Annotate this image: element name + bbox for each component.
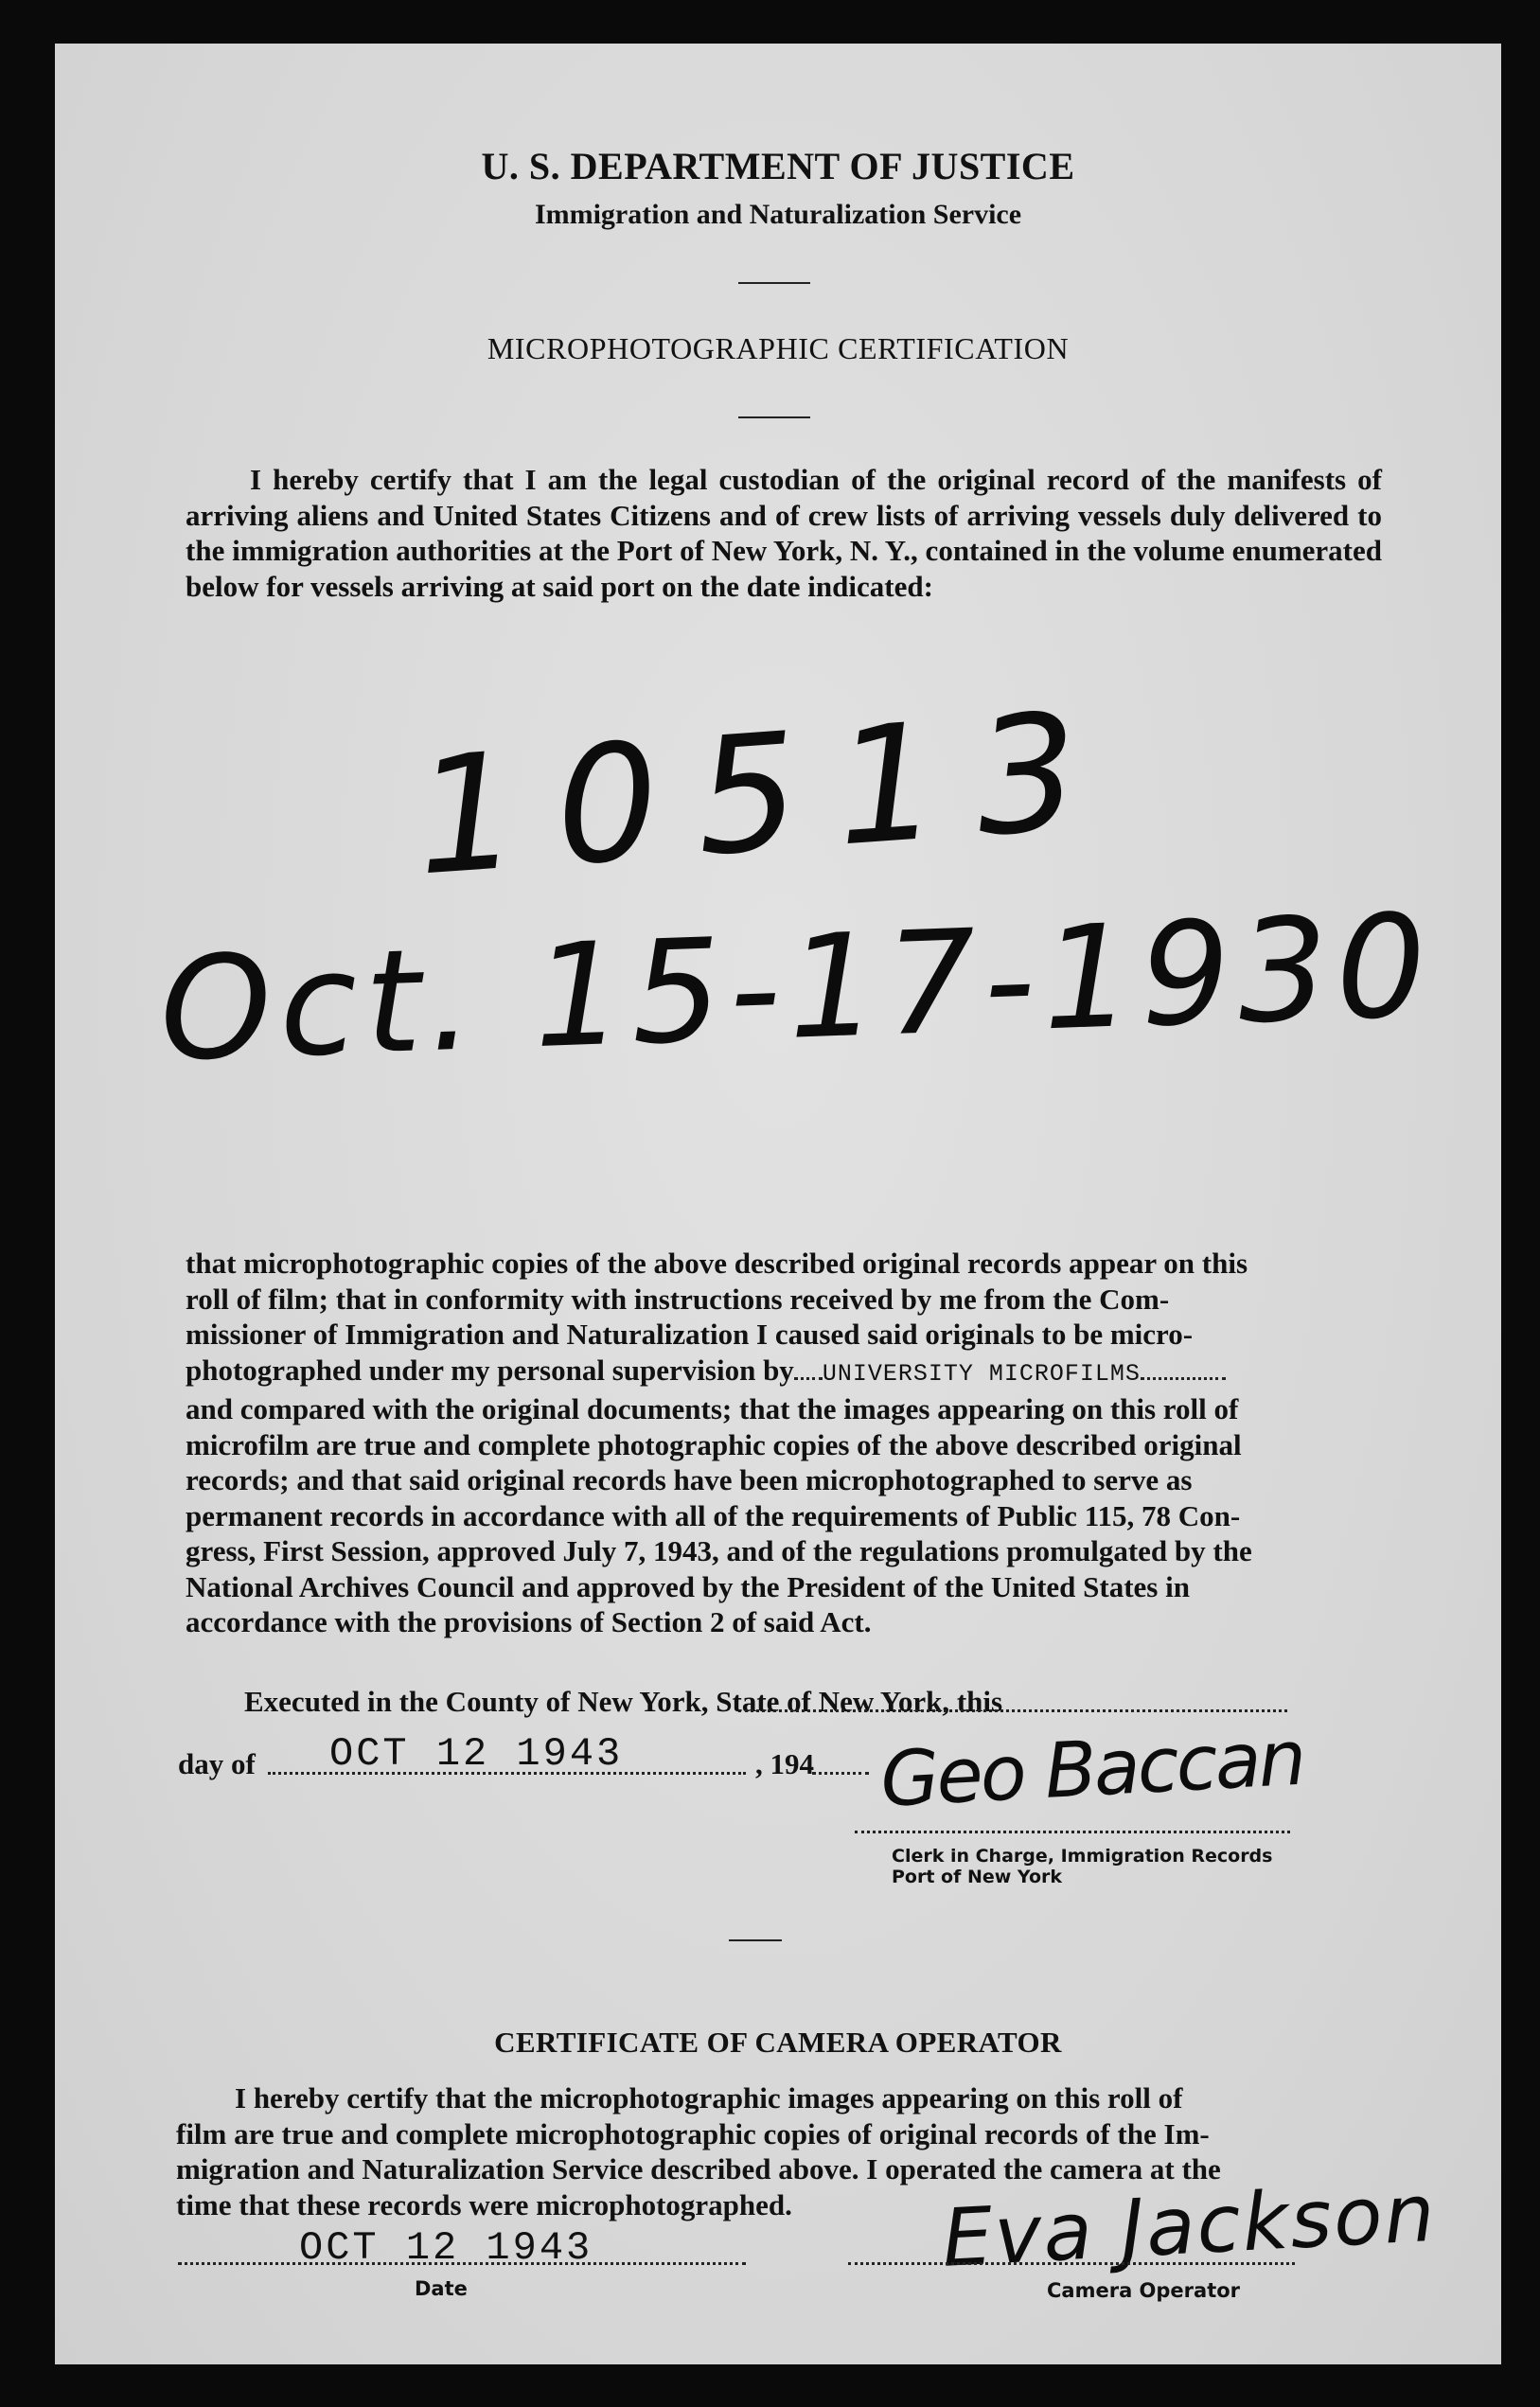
clerk-title <box>892 1846 1272 1887</box>
certificate-document <box>55 44 1501 2364</box>
dotted-leader <box>794 1377 823 1380</box>
operator-signature: Eva Jackson <box>940 2166 1439 2285</box>
paragraph-line: and compared with the original documents; that the images appearing on this roll of <box>186 1392 1239 1425</box>
executed-statement: Executed in the County of New York, State of New York, this <box>244 1685 1003 1718</box>
clerk-title-line: Port of New York <box>892 1867 1063 1887</box>
typed-firm-name: UNIVERSITY MICROFILMS <box>822 1359 1141 1388</box>
conformity-paragraph <box>186 1246 1382 1640</box>
divider <box>729 1939 782 1941</box>
paragraph-line: accordance with the provisions of Section 2 of said Act. <box>186 1605 872 1638</box>
dotted-leader <box>738 1709 1287 1712</box>
paragraph-line: migration and Naturalization Service described above. I operated the camera at the <box>176 2152 1221 2186</box>
department-title: U. S. DEPARTMENT OF JUSTICE <box>481 145 1075 187</box>
paragraph-line: missioner of Immigration and Naturalization I caused said originals to be micro- <box>186 1318 1194 1351</box>
paragraph-line: that microphotographic copies of the above described original records appear on this <box>186 1247 1248 1280</box>
custodian-paragraph: I hereby certify that I am the legal custodian of the original record of the manifests of arriving aliens and United States Citizens and of crew lists of arriving vessels duly delivered to the immigration authorities at the Port of New York, N. Y., contained in the volume enumerated below for vessels arriving at said port on the date indicated: <box>186 463 1382 603</box>
camera-certificate-title: CERTIFICATE OF CAMERA OPERATOR <box>494 2026 1062 2059</box>
clerk-title-line: Clerk in Charge, Immigration Records <box>892 1846 1273 1867</box>
paragraph-line: microfilm are true and complete photographic copies of the above described original <box>186 1427 1242 1461</box>
paragraph-line: gress, First Session, approved July 7, 1943, and of the regulations promulgated by the <box>186 1534 1252 1567</box>
signature-line <box>848 2262 1295 2265</box>
paragraph-line: National Archives Council and approved by the President of the United States in <box>186 1569 1190 1603</box>
paragraph-line: permanent records in accordance with all of the requirements of Public 115, 78 Con- <box>186 1498 1241 1532</box>
dotted-leader <box>1141 1377 1226 1380</box>
service-subtitle: Immigration and Naturalization Service <box>534 199 1022 230</box>
supervision-prefix: photographed under my personal supervision by <box>186 1353 794 1387</box>
paragraph-line: time that these records were microphotographed. <box>176 2187 792 2221</box>
certification-title: MICROPHOTOGRAPHIC CERTIFICATION <box>487 331 1070 365</box>
signature-line <box>855 1831 1290 1833</box>
date-label: Date <box>415 2277 468 2300</box>
divider <box>738 416 810 418</box>
clerk-signature: Geo Baccan <box>878 1713 1306 1824</box>
paragraph-line: roll of film; that in conformity with instructions received by me from the Com- <box>186 1282 1170 1316</box>
stamped-date: OCT 12 1943 <box>329 1731 624 1777</box>
day-of-label: day of <box>178 1747 256 1780</box>
supervision-line <box>186 1353 1382 1392</box>
handwritten-volume-number: 10513 <box>410 676 1123 912</box>
camera-operator-label: Camera Operator <box>1047 2279 1241 2302</box>
handwritten-dates: Oct. 15-17-1930 <box>157 884 1437 1093</box>
paragraph-line: film are true and complete microphotographic copies of original records of the Im- <box>176 2116 1210 2150</box>
paragraph-line: records; and that said original records have been microphotographed to serve as <box>186 1463 1193 1496</box>
dotted-leader <box>812 1772 869 1775</box>
divider <box>738 282 810 284</box>
paragraph-line: I hereby certify that the microphotographic images appearing on this roll of <box>235 2081 1183 2115</box>
year-suffix: , 194 <box>755 1747 814 1780</box>
operator-stamped-date: OCT 12 1943 <box>299 2225 593 2271</box>
